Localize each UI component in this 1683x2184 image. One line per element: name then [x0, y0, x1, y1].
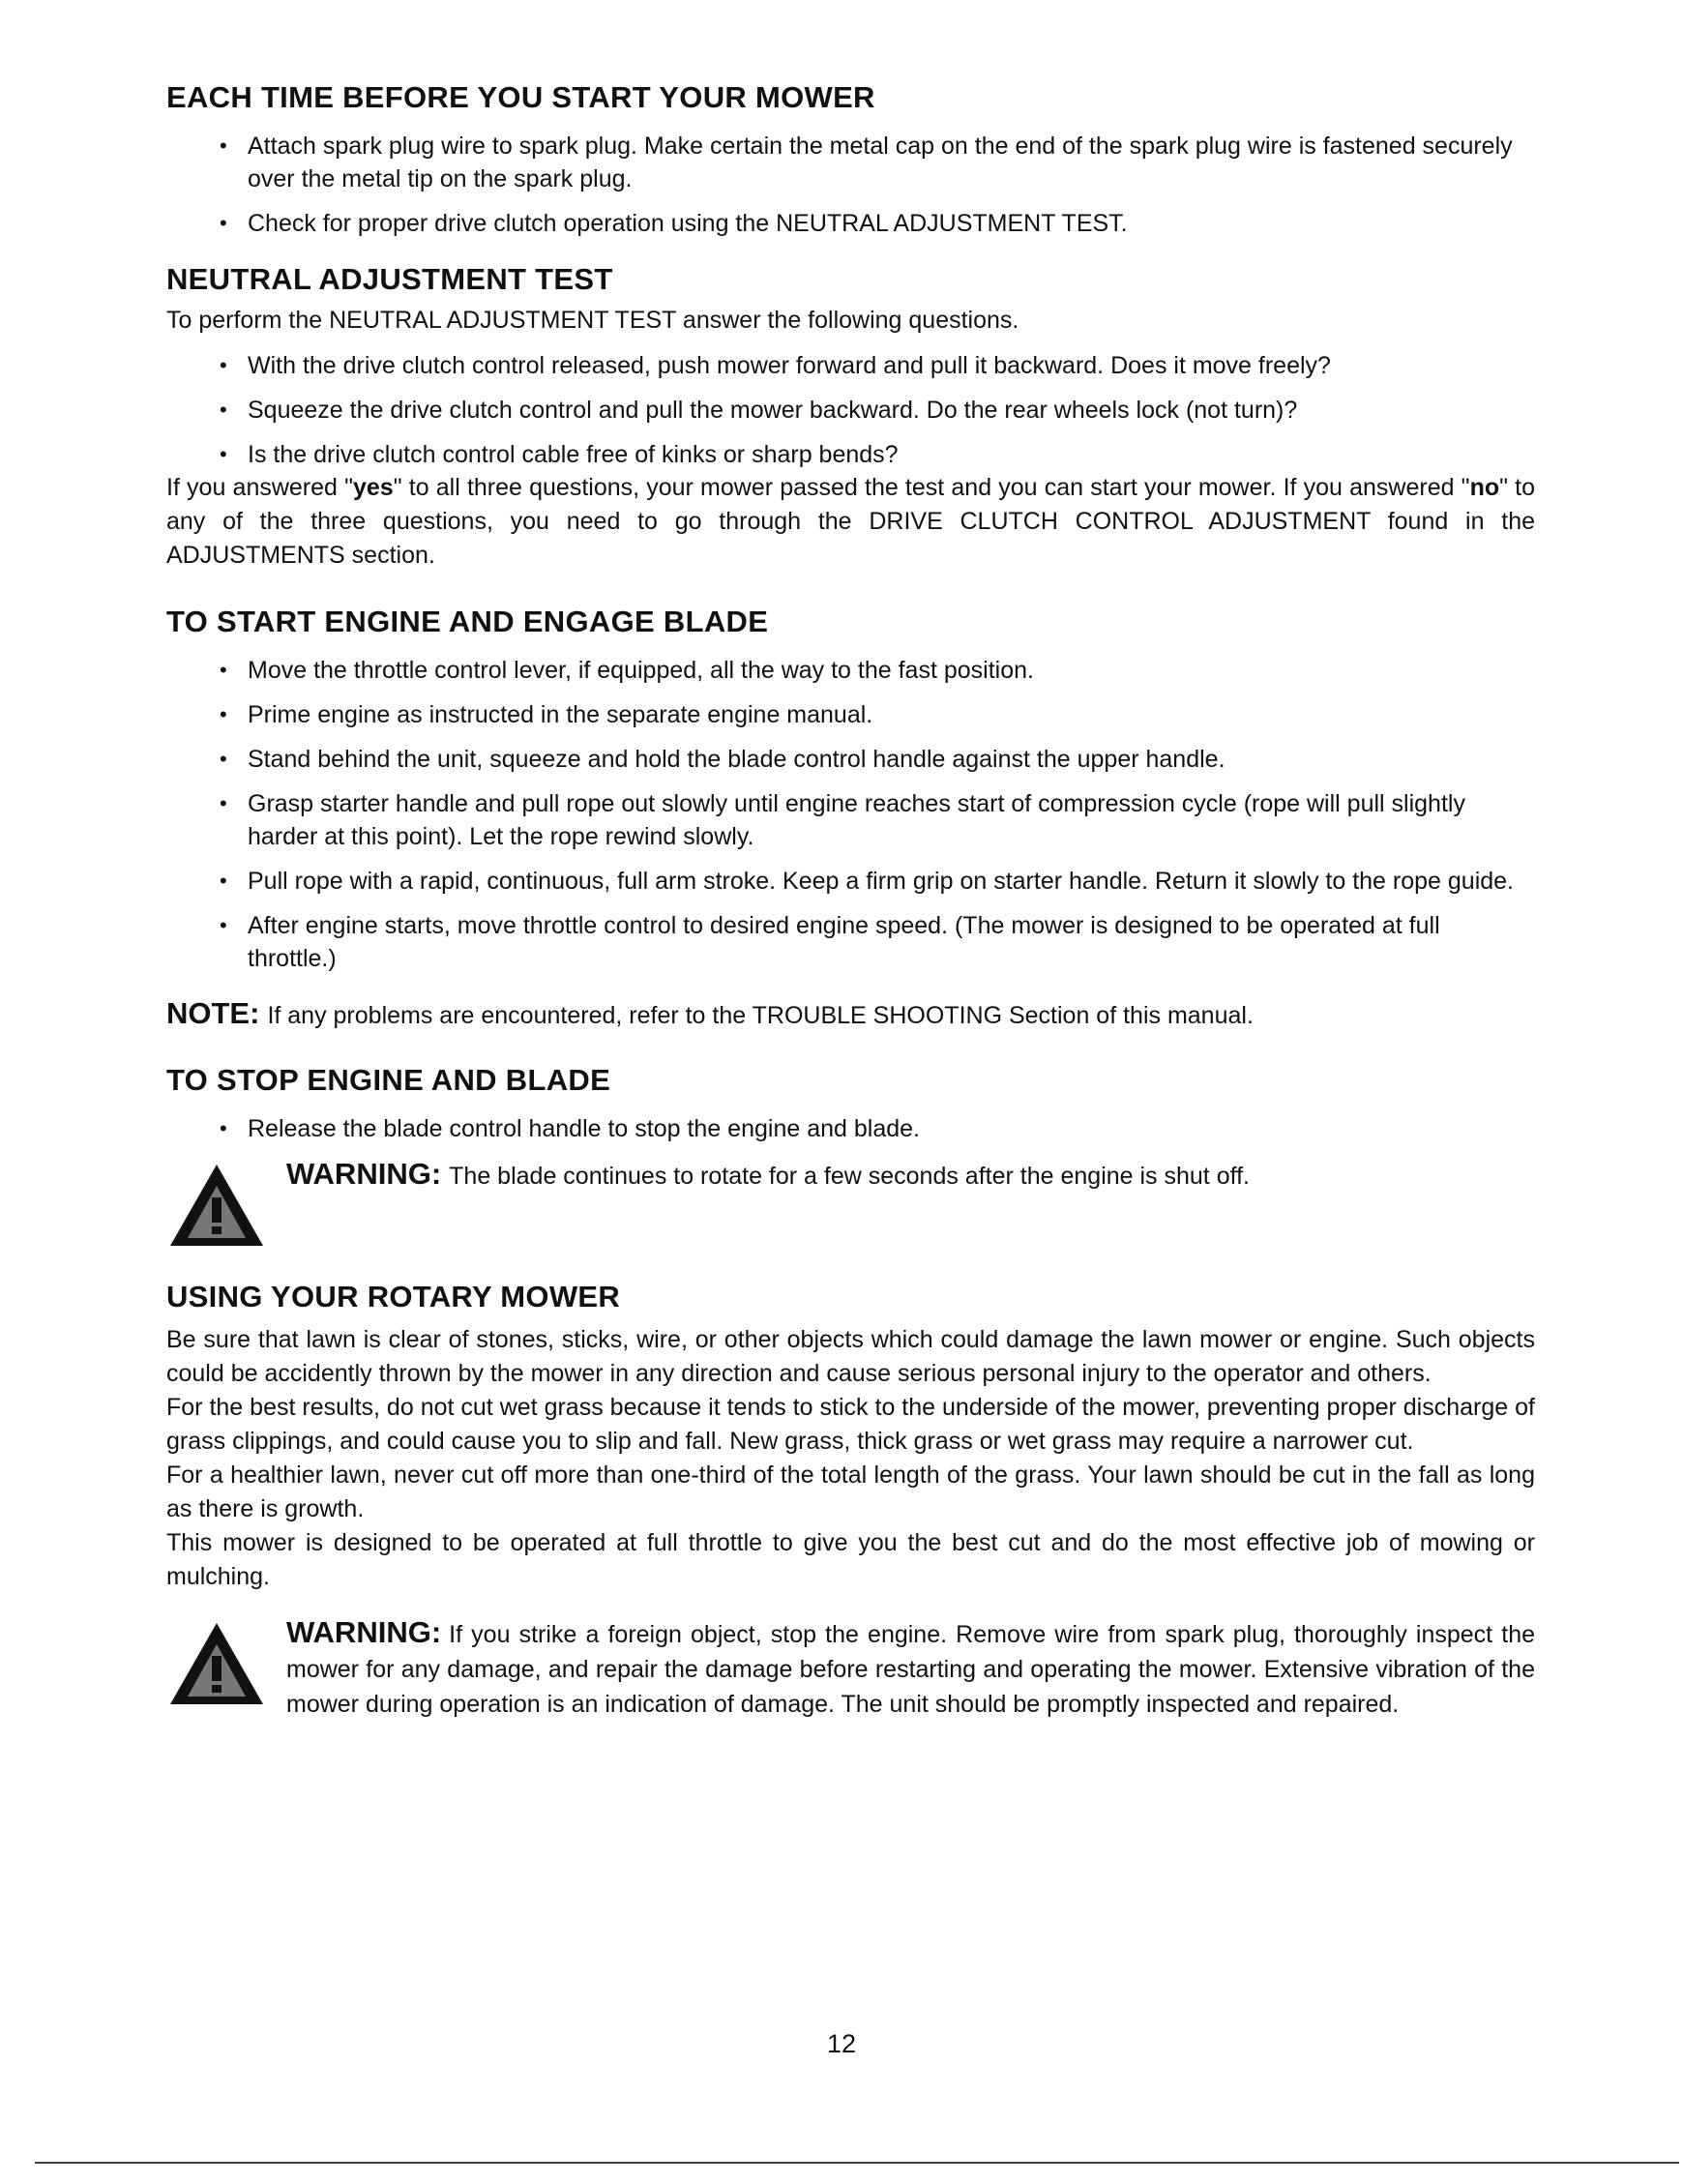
list-item: • Is the drive clutch control cable free of kinks or sharp bends?	[248, 438, 1535, 471]
list-item: • Attach spark plug wire to spark plug. Make certain the metal cap on the end of the spark plug wire is fastened securely over the metal tip on the spark plug.	[248, 130, 1535, 195]
list-item: • Pull rope with a rapid, continuous, full arm stroke. Keep a firm grip on starter handle. Return it slowly to the rope guide.	[248, 865, 1535, 898]
list-item: • After engine starts, move throttle control to desired engine speed. (The mower is designed to be operated at full throttle.)	[248, 909, 1535, 975]
manual-page	[166, 79, 1535, 1755]
warning-foreign-text-block	[286, 1615, 1535, 1722]
section-neutral-test	[166, 261, 1535, 573]
warning-stop-text-block	[286, 1157, 1535, 1194]
using-paragraph: Be sure that lawn is clear of stones, sticks, wire, or other objects which could damage the lawn mower or engine. Such objects could be accidently thrown by the mower in any direction and cause serious personal injury to the operator and others.	[166, 1326, 1535, 1387]
bottom-rule	[35, 2162, 1679, 2164]
each-time-list	[166, 130, 1535, 240]
note-label: NOTE:	[166, 996, 260, 1030]
warning-text: If you strike a foreign object, stop the engine. Remove wire from spark plug, thoroughly inspect the mower for any damage, and repair the damage before restarting and operating the mower. Extensive vibration of the mower during operation is an indication of damage. The unit should be promptly inspected and repaired.	[286, 1621, 1535, 1718]
result-text-2: " to all three questions, your mower passed the test and you can start your mower. If you answered "	[393, 474, 1470, 501]
section-each-time	[166, 79, 1535, 240]
yes-word: yes	[352, 474, 394, 501]
using-paragraph: For the best results, do not cut wet grass because it tends to stick to the underside of the mower, preventing proper discharge of grass clippings, and could cause you to slip and fall. New grass, thick grass or wet grass may require a narrower cut.	[166, 1394, 1535, 1455]
warning-label: WARNING:	[286, 1615, 442, 1649]
section-start-engine	[166, 604, 1535, 975]
list-item: • With the drive clutch control released, push mower forward and pull it backward. Does it move freely?	[248, 349, 1535, 382]
heading-each-time: EACH TIME BEFORE YOU START YOUR MOWER	[166, 80, 875, 114]
warning-stop	[166, 1157, 1535, 1246]
note-text: If any problems are encountered, refer to the TROUBLE SHOOTING Section of this manual.	[267, 1002, 1254, 1029]
list-item: • Stand behind the unit, squeeze and hold the blade control handle against the upper handle.	[248, 743, 1535, 776]
heading-neutral-test: NEUTRAL ADJUSTMENT TEST	[166, 262, 613, 296]
neutral-test-intro: To perform the NEUTRAL ADJUSTMENT TEST answer the following questions.	[166, 307, 1019, 334]
using-paragraph: This mower is designed to be operated at full throttle to give you the best cut and do the most effective job of mowing or mulching.	[166, 1529, 1535, 1590]
list-item: • Move the throttle control lever, if equipped, all the way to the fast position.	[248, 654, 1535, 687]
stop-engine-list	[166, 1112, 1535, 1145]
warning-label: WARNING:	[286, 1157, 442, 1191]
page-number: 12	[826, 2029, 857, 2058]
neutral-test-list	[166, 349, 1535, 471]
section-stop-engine	[166, 1062, 1535, 1246]
using-paragraph: For a healthier lawn, never cut off more than one-third of the total length of the grass. Your lawn should be cut in the fall as long as there is growth.	[166, 1461, 1535, 1522]
list-item: • Squeeze the drive clutch control and pull the mower backward. Do the rear wheels lock (not turn)?	[248, 394, 1535, 427]
heading-start-engine: TO START ENGINE AND ENGAGE BLADE	[166, 605, 769, 638]
section-using-mower	[166, 1279, 1535, 1722]
heading-using-mower: USING YOUR ROTARY MOWER	[166, 1280, 621, 1313]
warning-foreign-object	[166, 1615, 1535, 1722]
warning-triangle-icon	[166, 1619, 267, 1708]
start-engine-list	[166, 654, 1535, 975]
no-word: no	[1469, 474, 1500, 501]
neutral-test-result	[166, 471, 1535, 573]
result-text-1: If you answered "	[166, 474, 353, 501]
warning-text: The blade continues to rotate for a few seconds after the engine is shut off.	[449, 1163, 1250, 1190]
list-item: • Grasp starter handle and pull rope out slowly until engine reaches start of compression cycle (rope will pull slightly harder at this point). Let the rope rewind slowly.	[248, 787, 1535, 853]
list-item: • Release the blade control handle to stop the engine and blade.	[248, 1112, 1535, 1145]
note-line	[128, 996, 1535, 1033]
heading-stop-engine: TO STOP ENGINE AND BLADE	[166, 1063, 611, 1097]
result-text-3: " to any of the three questions, you need to go through the DRIVE CLUTCH CONTROL ADJUSTMENT found in the ADJUSTMENTS section.	[166, 474, 1536, 569]
list-item: • Check for proper drive clutch operation using the NEUTRAL ADJUSTMENT TEST.	[248, 207, 1535, 240]
warning-triangle-icon	[166, 1161, 267, 1250]
list-item: • Prime engine as instructed in the separate engine manual.	[248, 698, 1535, 731]
